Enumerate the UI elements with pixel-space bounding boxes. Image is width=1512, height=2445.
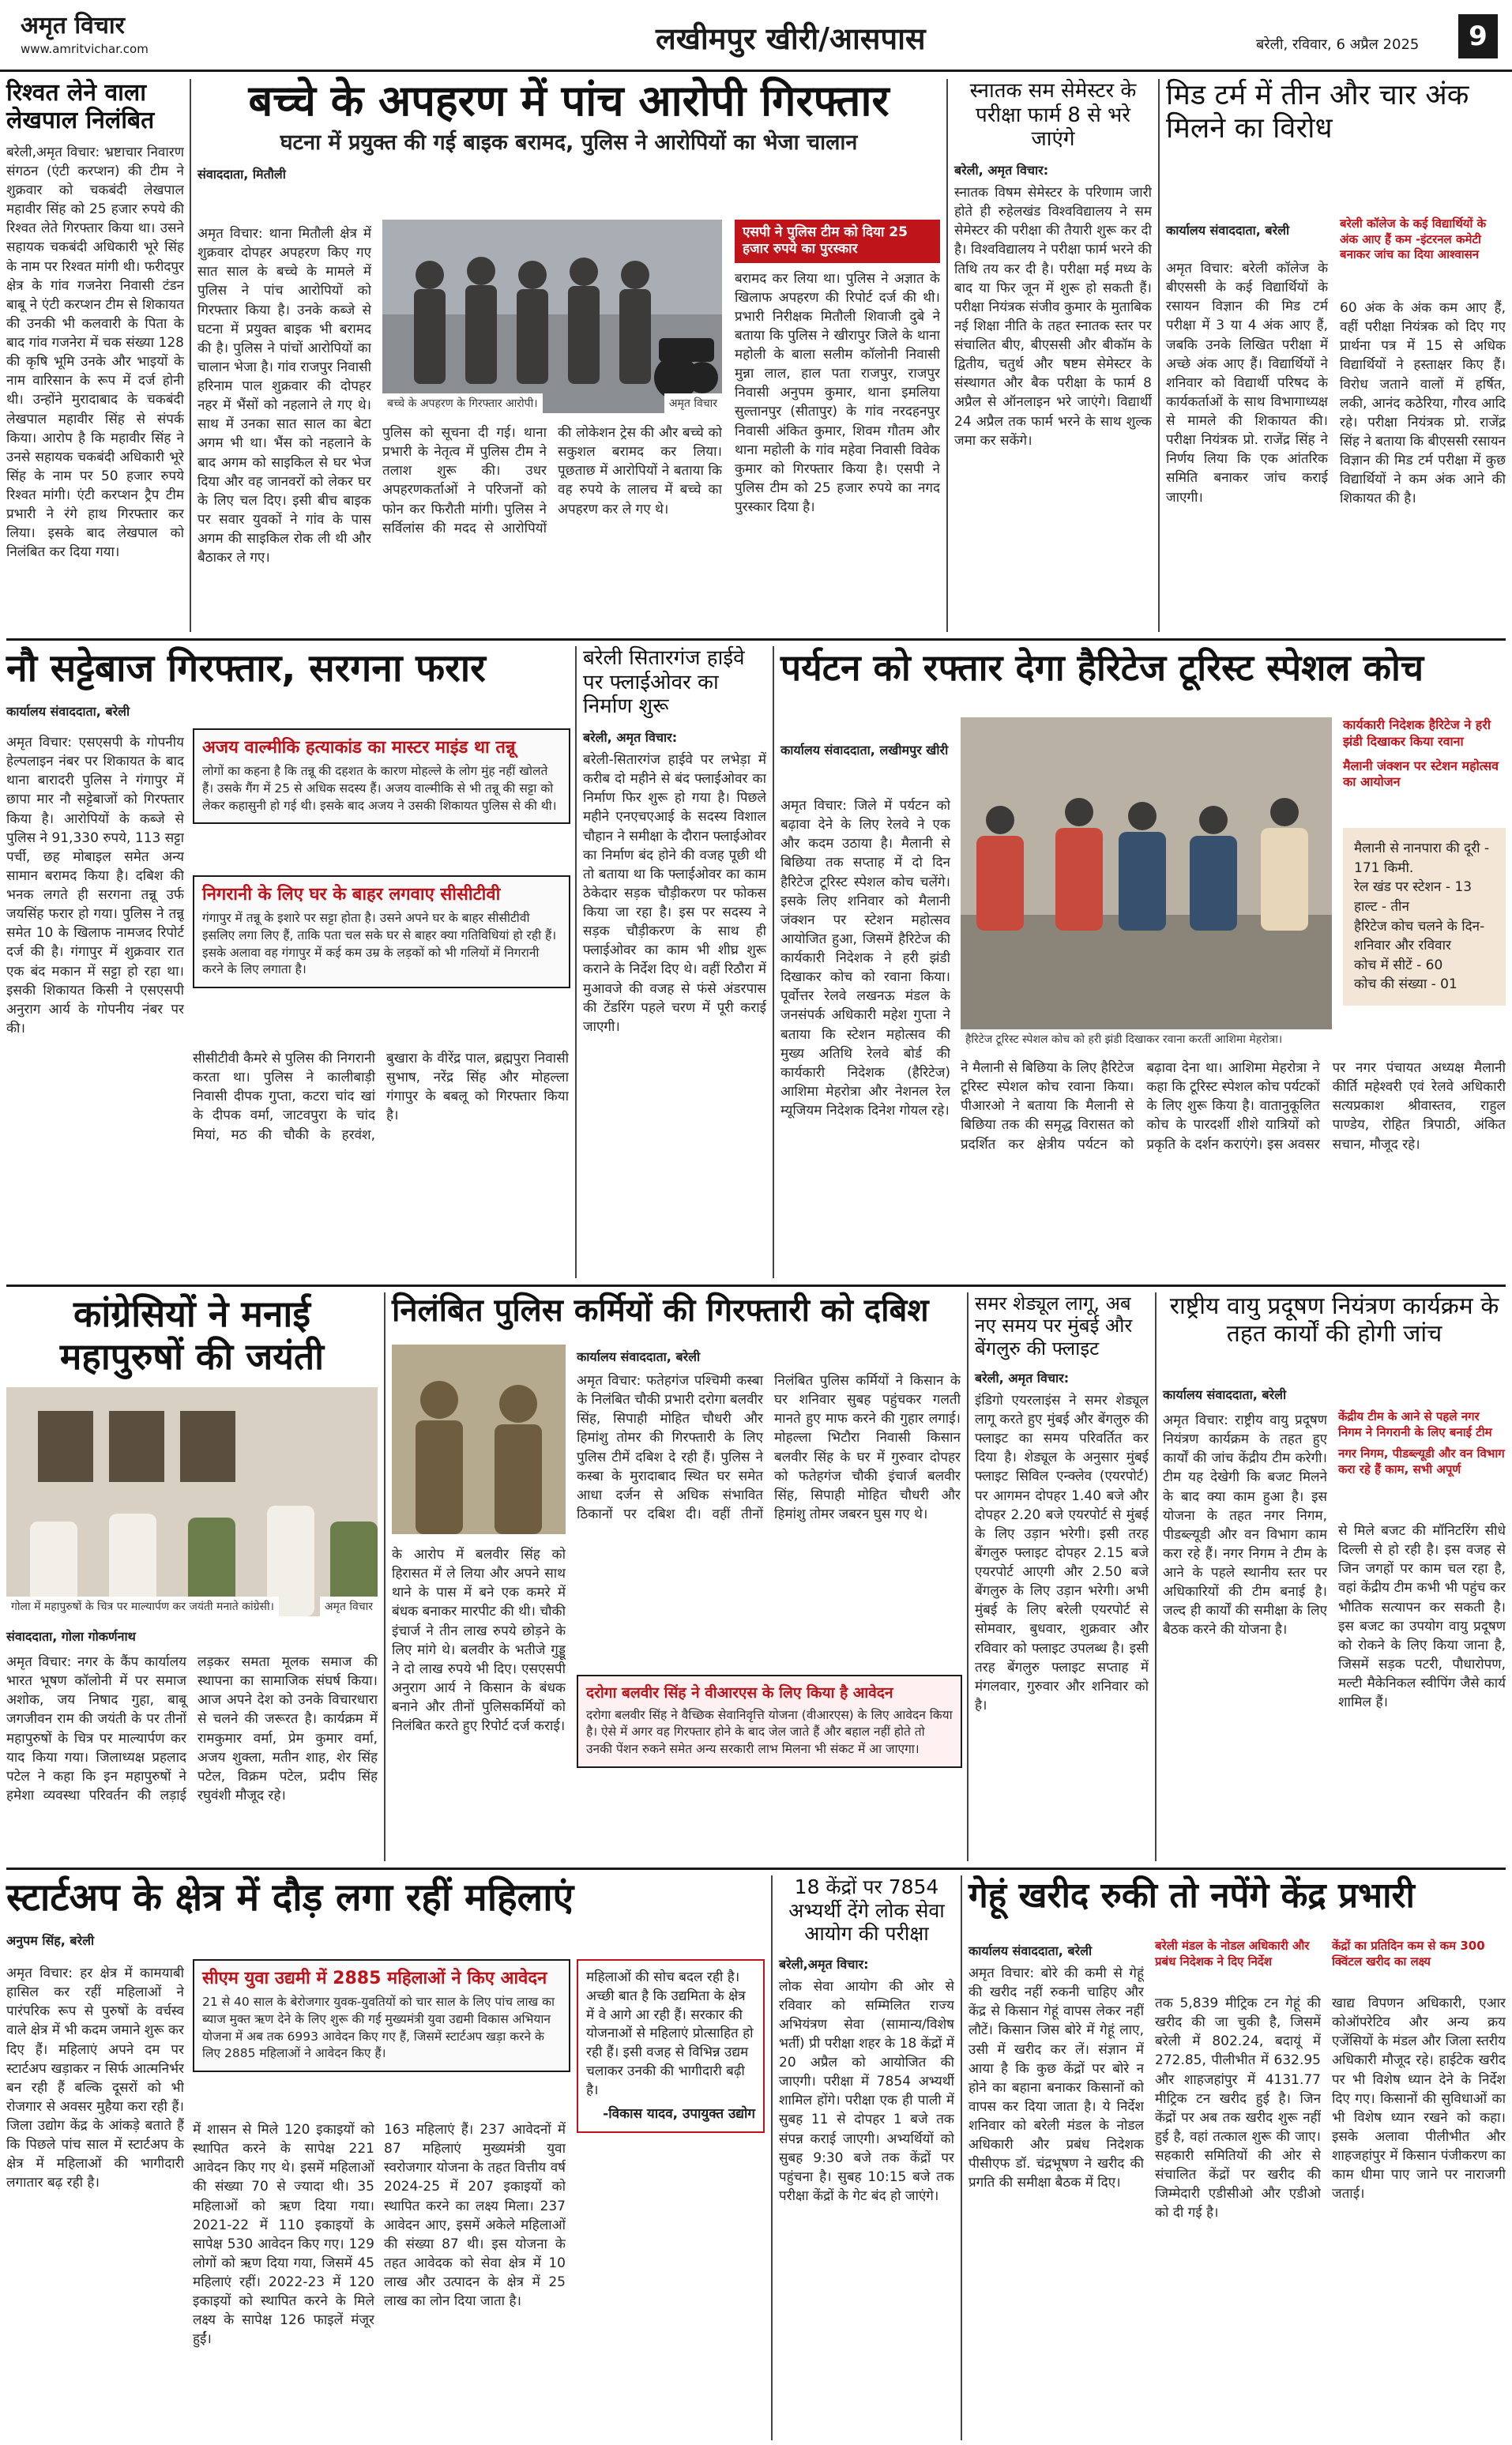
quote-author: -विकास यादव, उपायुक्त उद्योग bbox=[603, 2105, 755, 2122]
logo-name: अमृत विचार bbox=[21, 12, 125, 39]
box-body: 21 से 40 साल के बेरोजगार युवक-युवतियों को चार साल के लिए पांच लाख का ब्याज मुक्त ऋण देने के लिए शुरू की गई मुख्यमंत्री युवा उद्यमी विकास अभियान योजना में अब तक 6993 आवेदन किए गए हैं, जिसमें स्टार्टअप खड़ा करने के लिए 2885 महिलाओं ने आवेदन किए हैं। bbox=[202, 1995, 555, 2061]
article-body-continued: 163 महिलाएं हैं। 237 आवेदनों में 87 महिलाएं मुख्यमंत्री युवा स्वरोजगार योजना के तहत वित्तीय वर्ष 2024-25 में 207 इकाइयों को स्थापित करने का लक्ष्य मिला। 237 आवेदन आए, इसमें अकेले महिलाओं की संख्या 87 थी। इस योजना के तहत आवेदक को सेवा क्षेत्र में 10 लाख और उत्पादन के क्षेत्र में 25 लाख का लोन दिया जाता है। bbox=[384, 2122, 566, 2310]
article-bullet: बरेली कॉलेज के कई विद्यार्थियों के अंक आए हैं कम -इंटरनल कमेटी बनाकर जांच का दिया आश्वासन bbox=[1340, 216, 1487, 261]
column-divider bbox=[190, 79, 191, 632]
article-byline: संवाददाता, मितौली bbox=[197, 167, 286, 182]
article-body: अमृत विचार: हर क्षेत्र में कामयाबी हासिल कर रहीं महिलाओं ने पारंपरिक रूप से पुरुषों के वर्चस्व वाले क्षेत्र में भी कदम जमाने शुरू कर दिए हैं। महिलाएं अपने दम पर स्टार्टअप खड़ाकर न सिर्फ आत्मनिर्भर बन रही हैं बल्कि दूसरों को भी रोजगार से अवसर मुहैया करा रही हैं। जिला उद्योग केंद्र के आंकड़े बताते हैं कि पिछले पांच साल में स्टार्टअप के क्षेत्र में महिलाओं की भागीदारी लगातार बढ़ रही है। bbox=[6, 1965, 184, 2191]
article-headline: बरेली सितारगंज हाईवे पर फ्लाईओवर का निर्माण शुरू bbox=[583, 646, 745, 719]
fact-line: हाल्ट - तीन bbox=[1354, 898, 1409, 915]
article-byline: संवाददाता, गोला गोकर्णनाथ bbox=[6, 1629, 136, 1644]
article-summer-schedule bbox=[975, 1292, 1149, 1861]
article-headline: मिड टर्म में तीन और चार अंक मिलने का विरोध bbox=[1166, 79, 1469, 145]
accused-photo-graphic bbox=[382, 220, 722, 413]
article-headline: निलंबित पुलिस कर्मियों की गिरफ्तारी को दबिश bbox=[392, 1292, 929, 1329]
article-headline: रिश्वत लेने वाला लेखपाल निलंबित bbox=[6, 79, 155, 135]
box-title: निगरानी के लिए घर के बाहर लगवाए सीसीटीवी bbox=[202, 885, 501, 905]
article-headline: राष्ट्रीय वायु प्रदूषण नियंत्रण कार्यक्रम के तहत कार्यों की होगी जांच bbox=[1169, 1292, 1499, 1349]
ajay-valmiki-box bbox=[193, 728, 570, 824]
article-byline: बरेली, अमृत विचार: bbox=[583, 730, 678, 746]
photo-caption: बच्चे के अपहरण के गिरफ्तार आरोपी। bbox=[382, 393, 543, 413]
box-title: अजय वाल्मीकि हत्याकांड का मास्टर माइंड था तन्नू bbox=[202, 738, 516, 758]
box-body: दरोगा बलवीर सिंह ने वैच्छिक सेवानिवृत्ति योजना (वीआरएस) के लिए आवेदन किया है। ऐसे में अगर वह गिरफ्तार होने के बाद जेल जाते हैं और बहाल नहीं होते तो उनकी पेंशन रुकने समेत अन्य सरकारी लाभ मिलना भी संकट में आ जाएगा। bbox=[586, 1707, 953, 1757]
article-congress-jayanti bbox=[6, 1292, 378, 1861]
column-divider bbox=[384, 1292, 386, 1861]
article-byline: कार्यालय संवाददाता, लखीमपुर खीरी bbox=[780, 743, 949, 758]
fact-line: कोच में सीटें - 60 bbox=[1354, 957, 1443, 973]
reward-banner: एसपी ने पुलिस टीम को दिया 25 हजार रुपये का पुरस्कार bbox=[735, 220, 940, 263]
highlight-bullet: मैलानी जंक्शन पर स्टेशन महोत्सव का आयोजन bbox=[1343, 758, 1499, 790]
jayanti-photo bbox=[6, 1387, 378, 1616]
article-byline: कार्यालय संवाददाता, बरेली bbox=[1163, 1387, 1287, 1402]
article-body-continued: तक 5,839 मीट्रिक टन गेहूं की खरीद की जा चुकी है, जिसमें बरेली में 802.24, बदायूं में 272.85, पीलीभीत में 632.95 और शाहजहांपुर में 4131.77 मीट्रिक टन खरीद हुई है। जिन केंद्रों पर अब तक खरीद शुरू नहीं हुई है, वहां तत्काल शुरू की जाए। सहकारी समितियों की ओर से संचालित केंद्रों पर खरीद की जिम्मेदारी एडीसीओ और एडीओ को दी गई है। bbox=[1155, 1995, 1321, 2221]
photo-caption: हैरिटेज टूरिस्ट स्पेशल कोच को हरी झंडी दिखाकर रवाना करतीं आशिमा मेहरोत्रा। bbox=[961, 1029, 1332, 1049]
article-headline: समर शेड्यूल लागू, अब नए समय पर मुंबई और बेंगलुरु की फ्लाइट bbox=[975, 1292, 1133, 1360]
highlight-bullet: बरेली मंडल के नोडल अधिकारी और प्रबंध निदेशक ने दिए निर्देश bbox=[1155, 1939, 1310, 1969]
pollution-highlights bbox=[1338, 1409, 1506, 1477]
article-byline: कार्यालय संवाददाता, बरेली bbox=[6, 703, 130, 719]
article-headline: बच्चे के अपहरण में पांच आरोपी गिरफ्तार bbox=[248, 76, 890, 126]
column-divider bbox=[771, 1875, 773, 2440]
article-semester-forms bbox=[954, 79, 1152, 632]
column-divider bbox=[961, 1875, 962, 2440]
article-body: स्नातक विषम सेमेस्टर के परिणाम जारी होते ही रुहेलखंड विश्वविद्यालय ने सम सेमेस्टर की परीक्षा की तैयारी शुरू कर दी है। विश्वविद्यालय ने परीक्षा फार्म भरने की तिथि तय कर दी है। परीक्षा मई मध्य के बाद या फिर जून में शुरू हो सकती हैं। परीक्षा नियंत्रक संजीव कुमार के मुताबिक नई शिक्षा नीति के तहत स्नातक स्तर पर संचालित बीए, बीएससी और बीकॉम के द्वितीय, चतुर्थ और षष्टम सेमेस्टर के संस्थागत और बैक परीक्षा के फार्म 8 अप्रैल से ऑनलाइन भरे जाएंगे। विद्यार्थी 24 अप्रैल तक फार्म भरने के साथ शुल्क जमा कर सकेंगे। bbox=[954, 185, 1152, 449]
article-body: अमृत विचार: थाना मितौली क्षेत्र में शुक्रवार दोपहर अपहरण किए गए सात साल के बच्चे के मामले में पुलिस ने पांच आरोपियों को गिरफ्तार किया है। उनके कब्जे से घटना में प्रयुक्त बाइक भी बरामद की है। पुलिस ने पांचों आरोपियों का चालान भेजा है। गांव राजपुर निवासी हरिनाम पाल शुक्रवार की दोपहर नहर में भैंसों को नहलाने ले गए थे। साथ में उनका सात साल का बेटा अगम भी था। भैंस को नहलाने के बाद अगम को साइकिल से घर भेज दिया और वह जानवरों को लेकर घर के लिए चल दिए। इसी बीच बाइक पर सवार युवकों ने गांव के पास अगम की साइकिल रोक ली थी और बैठाकर ले गए। bbox=[197, 226, 371, 566]
article-subhead: घटना में प्रयुक्त की गई बाइक बरामद, पुलिस ने आरोपियों का भेजा चालान bbox=[280, 130, 858, 155]
dateline: बरेली, रविवार, 6 अप्रैल 2025 bbox=[1256, 36, 1420, 53]
article-headline: 18 केंद्रों पर 7854 अभ्यर्थी देंगे लोक सेवा आयोग की परीक्षा bbox=[788, 1875, 945, 1945]
article-body-continued: 60 अंक के अंक कम आए हैं, वहीं परीक्षा नियंत्रक को दिए गए प्रार्थना पत्र में 15 से अधिक विद्यार्थियों ने हस्ताक्षर किए हैं। विरोध जताने वालों में हर्षित, लकी, आनंद कठेरिया, गौरव आदि रहे। परीक्षा नियंत्रक प्रो. राजेंद्र सिंह ने बताया कि बीएससी रसायन विज्ञान की मिड टर्म परीक्षा में कुछ विद्यार्थियों ने कम अंक आने की शिकायत की है। bbox=[1340, 300, 1506, 507]
website-url[interactable]: www.amritvichar.com bbox=[21, 42, 149, 56]
article-byline: कार्यालय संवाददाता, बरेली bbox=[969, 1943, 1093, 1958]
article-byline: अनुपम सिंह, बरेली bbox=[6, 1932, 95, 1948]
article-headline: कांग्रेसियों ने मनाई महापुरुषों की जयंती bbox=[59, 1292, 325, 1379]
article-headline: गेहूं खरीद रुकी तो नपेंगे केंद्र प्रभारी bbox=[969, 1875, 1415, 1916]
article-betting-arrest bbox=[6, 646, 569, 1278]
article-body: लोक सेवा आयोग की ओर से रविवार को सम्मिलित राज्य अभियंत्रण सेवा (सामान्य/विशेष भर्ती) प्री परीक्षा शहर के 18 केंद्रों में 20 अप्रैल को आयोजित की जाएगी। परीक्षा में 7854 अभ्यर्थी शामिल होंगे। परीक्षा एक ही पाली में सुबह 11 से दोपहर 1 बजे तक संपन्न कराई जाएगी। अभ्यर्थियों को सुबह 9:30 बजे तक केंद्रों पर पहुंचना है। सुबह 10:15 बजे तक परीक्षा केंद्रों के गेट बंद हो जाएंगे। bbox=[779, 1978, 954, 2204]
box-title: सीएम युवा उद्यमी में 2885 महिलाओं ने किए आवेदन bbox=[202, 1969, 547, 1988]
fact-line: हैरिटेज कोच चलने के दिन- शनिवार और रविवार bbox=[1354, 918, 1485, 954]
column-divider bbox=[967, 1292, 969, 1861]
cctv-box bbox=[193, 875, 570, 988]
article-body-continued: ने मैलानी से बिछिया के लिए हैरिटेज टूरिस्ट स्पेशल कोच रवाना किया। पीआरओ ने बताया कि मैलानी से बिछिया तक की समृद्ध विरासत को प्रदर्शित कर क्षेत्रीय पर्यटन को बढ़ावा देना था। आशिमा मेहरोत्रा ने कहा कि टूरिस्ट स्पेशल कोच पर्यटकों के लिए शुरू किया है। वातानुकूलित कोच के पारदर्शी शीशे यात्रियों को प्रकृति के दर्शन कराएंगे। इस अवसर पर नगर पंचायत अध्यक्ष मैलानी कीर्ति महेश्वरी एवं रेलवे अधिकारी सत्यप्रकाश श्रीवास्तव, राहुल पाण्डेय, रोहित त्रिपाठी, अंकित सचान, मौजूद रहे। bbox=[961, 1060, 1506, 1153]
article-startup-women bbox=[6, 1875, 765, 2440]
article-body-continued: खाद्य विपणन अधिकारी, एआर कोऑपरेटिव और अन्य क्रय एजेंसियों के मंडल और जिला स्तरीय अधिकारी मौजूद रहे। हाईटेक खरीद पर भी विशेष ध्यान देने के निर्देश दिए गए। किसानों की सुविधाओं का भी विशेष ध्यान रखने को कहा। इसके अलावा पीलीभीत और शाहजहांपुर में किसान पंजीकरण का काम धीमा पाए जाने पर नाराजगी जताई। bbox=[1332, 1995, 1506, 2202]
column-divider bbox=[773, 646, 774, 1278]
expert-quote bbox=[577, 1959, 765, 2133]
article-body-continued: से मिले बजट की मॉनिटरिंग सीधे दिल्ली से हो रही है। इस वजह से जिन जगहों पर काम चल रहा है, वहां केंद्रीय टीम कभी भी पहुंच कर भौतिक सत्यापन कर सकती है। इस बजट का उपयोग वायु प्रदूषण को रोकने के लिए किया जाना है, जिसमें सड़क पटरी, पौधारोपण, मल्टी मैकेनिकल स्वीपिंग जैसे कार्य शामिल हैं। bbox=[1338, 1523, 1506, 1711]
column-divider bbox=[946, 79, 948, 632]
article-body: बरामद कर लिया था। पुलिस ने अज्ञात के खिलाफ अपहरण की रिपोर्ट दर्ज की थी। प्रभारी निरीक्षक मितौली शिवाजी दुबे ने बताया कि पुलिस ने खीरापुर जिले के थाना महोली के बाला सलीम कॉलोनी निवासी मुन्ना लाल, हाल पता राजपुर, राजपुर निवासी अनुपम कुमार, थाना इमलिया सुल्तानपुर (सीतापुर) के गांव नरदहनपुर निवासी अंकित कुमार, शिवम गौतम और थाना महोली के गांव महेवा निवासी विवेक कुमार को गिरफ्तार किया है। एसपी ने पुलिस टीम को 25 हजार रुपये का नगद पुरस्कार दिया है। bbox=[735, 270, 940, 515]
highlight-bullet: केंद्रीय टीम के आने से पहले नगर निगम ने निगरानी के लिए बनाई टीम bbox=[1338, 1409, 1492, 1439]
article-psc-exam bbox=[779, 1875, 954, 2440]
cm-yuva-box bbox=[193, 1959, 570, 2072]
article-midterm-protest bbox=[1166, 79, 1506, 632]
row-divider bbox=[6, 1285, 1506, 1287]
article-body: अमृत विचार: फतेहगंज पश्चिमी कस्बा के निलंबित चौकी प्रभारी दरोगा बलवीर सिंह, सिपाही मोहित चौधरी और हिमांशु तोमर की गिरफ्तारी के लिए पुलिस टीमें दबिश दे रही हैं। पुलिस ने कस्बा के मुरादाबाद स्थित घर समेत आधा दर्जन से अधिक संभावित ठिकानों पर दबिश दी। वहीं तीनों निलंबित पुलिस कर्मियों ने किसान के घर शनिवार सुबह पहुंचकर गलती मानते हुए माफ करने की गुहार लगाई। मोहल्ला भिटौरा निवासी किसान बलवीर सिंह के घर में गुरुवार दोपहर को फतेहगंज चौकी इंचार्ज बलवीर सिंह, सिपाही मोहित चौधरी और हिमांशु तोमर जबरन घुस गए थे। bbox=[577, 1373, 961, 1522]
article-body: इंडिगो एयरलाइंस ने समर शेड्यूल लागू करते हुए मुंबई और बेंगलुरु की फ्लाइट का समय परिवर्तित कर दिया है। शेड्यूल के अनुसार मुंबई फ्लाइट सिविल एन्क्लेव (एयरपोर्ट) पर आगमन दोपहर 1.40 बजे और दोपहर 2.20 बजे एयरपोर्ट से मुंबई के लिए उड़ान भरेगी। इसी तरह बेंगलुरु फ्लाइट दोपहर 2.15 बजे एयरपोर्ट आएगी और 2.50 बजे बेंगलुरु के लिए उड़ान भरेगी। अभी मुंबई के लिए बरेली एयरपोर्ट से सोमवार, बुधवार, शुक्रवार और रविवार को फ्लाइट उपलब्ध है। इसी तरह बेंगलुरु फ्लाइट सप्ताह में मंगलवार, गुरुवार और शनिवार को है। bbox=[975, 1392, 1149, 1713]
article-body: अमृत विचार: राष्ट्रीय वायु प्रदूषण नियंत्रण कार्यक्रम के तहत हुए कार्यों की जांच केंद्रीय टीम करेगी। टीम यह देखेगी कि बजट मिलने के बाद क्या काम हुआ है। इस योजना के तहत नगर निगम, पीडब्ल्यूडी और वन विभाग काम करा रहे हैं। नगर निगम ने टीम के आने के पहले स्थानीय स्तर पर अधिकारियों की टीम बनाई है। जल्द ही कार्यों की समीक्षा के लिए बैठक करने की योजना है। bbox=[1163, 1412, 1327, 1638]
article-byline: कार्यालय संवाददाता, बरेली bbox=[577, 1349, 701, 1364]
article-wheat-purchase bbox=[969, 1875, 1506, 2440]
article-air-pollution bbox=[1163, 1292, 1506, 1861]
article-byline: बरेली,अमृत विचार: bbox=[779, 1956, 869, 1972]
article-body-continued: पुलिस को सूचना दी गई। थाना प्रभारी के नेतृत्व में पुलिस टीम ने तलाश शुरू की। उधर अपहरणकर्ताओं ने परिजनों को फोन कर फिरौती मांगी। पुलिस ने सर्विलांस की मदद से आरोपियों की लोकेशन ट्रेस की और बच्चे को सकुशल बरामद कर लिया। पूछताछ में आरोपियों ने बताया कि वह रुपये के लालच में बच्चे का अपहरण कर ले गए थे। bbox=[382, 425, 722, 536]
quote-text: महिलाओं की सोच बदल रही है। अच्छी बात है कि उद्यमिता के क्षेत्र में वे आगे आ रही हैं। सरकार की योजनाओं से महिलाएं प्रोत्साहित हो रही हैं। इसी वजह से विभिन्न उद्यम चलाकर उनकी की भागीदारी बढ़ी है। bbox=[586, 1969, 754, 2098]
article-headline: पर्यटन को रफ्तार देगा हैरिटेज टूरिस्ट स्पेशल कोच bbox=[780, 646, 1424, 689]
article-byline: कार्यालय संवाददाता, बरेली bbox=[1166, 223, 1290, 238]
article-body: अमृत विचार: बोरे की कमी से गेहूं की खरीद नहीं रुकनी चाहिए और केंद्र से किसान गेहूं वापस लेकर नहीं लौटें। किसान जिस बोरे में गेहूं लाए, उसी में खरीद कर लें। संज्ञान में आया है कि कुछ केंद्रों पर बोरे न होने का बहाना बनाकर किसानों को वापस कर दिया जाता है। ये निर्देश शनिवार को बरेली मंडल के नोडल अधिकारी और प्रबंध निदेशक पीसीएफ डॉ. चंद्रभूषण ने खरीद की प्रगति की समीक्षा बैठक में दिए। bbox=[969, 1965, 1144, 2191]
highlight-bullet: कार्यकारी निदेशक हैरिटेज ने हरी झंडी दिखाकर किया रवाना bbox=[1343, 717, 1491, 749]
box-body: गंगापुर में तन्नू के इशारे पर सट्टा होता है। उसने अपने घर के बाहर सीसीटीवी इसलिए लगा लिए हैं, ताकि पता चल सके घर से बाहर क्या गतिविधियां हो रही हैं। इसके अलावा वह गंगापुर में कई कम उम्र के लड़कों को भी गलियों में निगरानी करने के लिए लगाता है। bbox=[202, 911, 557, 977]
article-bribe bbox=[6, 79, 184, 632]
heritage-coach-photo-graphic bbox=[961, 717, 1332, 1049]
heritage-highlights bbox=[1343, 717, 1506, 791]
photo-caption: गोला में महापुरुषों के चित्र पर माल्यार्पण कर जयंती मनाते कांग्रेसी। bbox=[6, 1597, 279, 1616]
fact-line: मैलानी से नानपारा की दूरी - 171 किमी. bbox=[1354, 841, 1490, 876]
row-divider bbox=[6, 1868, 1506, 1870]
highlight-bullet: नगर निगम, पीडब्ल्यूडी और वन विभाग करा रहे हैं काम, सभी अपूर्ण bbox=[1338, 1446, 1505, 1476]
masthead bbox=[0, 0, 1512, 72]
column-divider bbox=[575, 646, 577, 1278]
accused-photo bbox=[382, 220, 722, 413]
article-kidnapping bbox=[197, 76, 940, 632]
article-heritage-coach bbox=[780, 646, 1506, 1278]
heritage-coach-photo bbox=[961, 717, 1332, 1049]
article-headline: स्टार्टअप के क्षेत्र में दौड़ लगा रहीं महिलाएं bbox=[6, 1875, 574, 1920]
fact-line: रेल खंड पर स्टेशन - 13 bbox=[1354, 879, 1473, 896]
photo-credit: अमृत विचार bbox=[664, 393, 722, 413]
article-byline: बरेली, अमृत विचार: bbox=[954, 163, 1049, 179]
article-body: अमृत विचार: एसएसपी के गोपनीय हेल्पलाइन नंबर पर शिकायत के बाद थाना बारादरी पुलिस ने गंगापुर में छापा मार नौ सट्टेबाजों को गिरफ्तार किया है। आरोपियों के कब्जे से पुलिस ने 91,330 रुपये, 113 सट्टा पर्ची, छह मोबाइल समेत अन्य सामान बरामद किया है। दबिश की भनक लगते ही सरगना तन्नू उर्फ जयसिंह फरार हो गया। पुलिस ने तन्नू समेत 10 के खिलाफ नामजद रिपोर्ट दर्ज की है। गंगापुर में शुक्रवार रात एक बंद मकान में सट्टा हो रहा था। इसकी शिकायत किसी ने एसएसपी अनुराग आर्य के गोपनीय नंबर पर की। bbox=[6, 735, 184, 1036]
section-title: लखीमपुर खीरी/आसपास bbox=[656, 21, 926, 56]
fact-line: कोच की संख्या - 01 bbox=[1354, 976, 1457, 993]
highlight-bullet: केंद्रों का प्रतिदिन कम से कम 300 क्विंटल खरीद का लक्ष्य bbox=[1332, 1939, 1485, 1969]
article-body: अमृत विचार: नगर के कैंप कार्यालय भारत भूषण कॉलोनी में पर समाज अशोक, जय निषाद गुहा, बाबू जगजीवन राम की जयंती के पर तीनों महापुरुषों के चित्र पर माल्यार्पण कर याद किया गया। जिलाध्यक्ष प्रहलाद पटेल ने कहा कि इन महापुरुषों ने हमेशा व्यवस्था परिवर्तन की लड़ाई लड़कर समता मूलक समाज की स्थापना का सामाजिक संघर्ष किया। आज अपने देश को उनके विचारधारा से चलने की जरूरत है। कार्यक्रम में रामकुमार वर्मा, प्रेम कुमार वर्मा, अजय शुक्ला, मतीन शाह, शेर सिंह पटेल, विक्रम पटेल, प्रदीप सिंह रघुवंशी मौजूद रहे। bbox=[6, 1654, 378, 1804]
article-flyover bbox=[583, 646, 766, 1278]
heritage-facts-box bbox=[1343, 828, 1506, 1006]
article-body-continued: के आरोप में बलवीर सिंह को हिरासत में ले लिया और अपने साथ थाने के पास में बने एक कमरे में बंधक बनाकर मारपीट की थी। चौकी इंचार्ज ने तीन लाख रुपये छोड़ने के लिए मांगे थे। बलवीर के भतीजे गुड्डू ने दो लाख रुपये भी दिए। एसएसपी अनुराग आर्य ने किसान के बंधक बनाने और तीनों पुलिसकर्मियों को निलंबित करते हुए रिपोर्ट दर्ज कराई। bbox=[392, 1547, 566, 1735]
vrs-box bbox=[577, 1675, 962, 1768]
article-reward bbox=[735, 220, 940, 630]
article-body-continued: सीसीटीवी कैमरे से पुलिस की निगरानी करता था। पुलिस ने कालीबाड़ी निवासी दीपक गुप्ता, कटरा चांद खां के दीपक वर्मा, जाटवपुरा के चांद मियां, मठ की चौकी के हरवंश, बुखारा के वीरेंद्र पाल, ब्रह्मपुरा निवासी सुभाष, नरेंद्र सिंह और मोहल्ला गंगापुर के बबलू को गिरफ्तार किया है। bbox=[193, 1051, 569, 1143]
photo-credit: अमृत विचार bbox=[320, 1597, 378, 1616]
article-headline: नौ सट्टेबाज गिरफ्तार, सरगना फरार bbox=[6, 646, 486, 690]
box-title: दरोगा बलवीर सिंह ने वीआरएस के लिए किया है आवेदन bbox=[586, 1684, 893, 1702]
article-body: बरेली-सितारगंज हाईवे पर लभेड़ा में करीब दो महीने से बंद फ्लाईओवर का निर्माण फिर शुरू हो गया है। पिछले महीने एनएचएआई के सदस्य विशाल चौहान ने समीक्षा के दौरान फ्लाईओवर का निर्माण बंद होने की वजह पूछी थी तो बताया था कि फ्लाईओवर का काम ठेकेदार सड़क चौड़ीकरण पर फोकस किया जा रहा है। इस पर सदस्य ने सड़क चौड़ीकरण के साथ ही फ्लाईओवर का काम भी शीघ्र शुरू कराने के निर्देश दिए थे। वहीं रिठौरा में मुआवजे की वजह से फंसे अंडरपास की टेंडरिंग पहले चरण में पूरी कराई जाएगी। bbox=[583, 752, 766, 1035]
box-body: लोगों का कहना है कि तन्नू की दहशत के कारण मोहल्ले के लोग मुंह नहीं खोलते हैं। उसके गैंग में 25 से अधिक सदस्य हैं। अजय वाल्मीकि से भी तन्नू की सट्टा को लेकर कहासुनी हो गई थी। इसके बाद अजय ने उसकी शिकायत पुलिस से की थी। bbox=[202, 764, 557, 813]
police-photo bbox=[392, 1345, 566, 1534]
body-column bbox=[392, 1545, 566, 1853]
jayanti-photo-graphic bbox=[6, 1387, 378, 1616]
article-body: अमृत विचार: बरेली कॉलेज के बीएससी के कई विद्यार्थियों के रसायन विज्ञान की मिड टर्म परीक्षा में 3 या 4 अंक आए हैं, जबकि उनके लिखित परीक्षा में अच्छे अंक आए हैं। विद्यार्थियों ने शनिवार को विद्यार्थी परिषद के कार्यकर्ताओं के साथ विभागाध्यक्ष से मामले की शिकायत की। परीक्षा नियंत्रक प्रो. राजेंद्र सिंह ने निर्णय लिया कि एक आंतरिक समिति बनाकर जांच कराई जाएगी। bbox=[1166, 261, 1328, 506]
article-body-continued: में शासन से मिले 120 इकाइयों को स्थापित करने के सापेक्ष 221 आवेदन किए गए थे। इसमें महिलाओं की संख्या 70 से ज्यादा थी। 35 महिलाओं को ऋण दिया गया। 2021-22 में 110 इकाइयों के सापेक्ष 530 आवेदन किए गए। 129 लोगों को ऋण दिया गया, जिसमें 45 महिलाएं रहीं। 2022-23 में 120 इकाइयों को स्थापित करने के मिले लक्ष्य के सापेक्ष 126 फाइलें मंजूर हुईं। bbox=[193, 2122, 374, 2348]
article-suspended-police bbox=[392, 1292, 961, 1861]
article-byline: बरेली, अमृत विचार: bbox=[975, 1370, 1070, 1386]
newspaper-logo bbox=[21, 8, 202, 58]
article-headline: स्नातक सम सेमेस्टर के परीक्षा फार्म 8 से भरे जाएंगे bbox=[969, 79, 1137, 152]
page-number: 9 bbox=[1458, 14, 1498, 58]
column-divider bbox=[1158, 79, 1160, 632]
row-divider bbox=[6, 638, 1506, 641]
police-photo-graphic bbox=[392, 1345, 566, 1534]
article-body: अमृत विचार: जिले में पर्यटन को बढ़ावा देने के लिए रेलवे ने एक और कदम उठाया है। मैलानी से बिछिया तक सप्ताह में दो दिन हैरिटेज टूरिस्ट स्पेशल कोच चलेंगे। इसके लिए शनिवार को मैलानी जंक्शन पर स्टेशन महोत्सव आयोजित हुआ, जिसमें हैरिटेज की कार्यकारी निदेशक ने हरी झंडी दिखाकर कोच को रवाना किया। पूर्वोत्तर रेलवे लखनऊ मंडल के जनसंपर्क अधिकारी महेश गुप्ता ने बताया कि स्टेशन महोत्सव की मुख्य अतिथि रेलवे बोर्ड की कार्यकारी निदेशक (हैरिटेज) आशिमा मेहरोत्रा और नेशनल रेल म्यूजियम निदेशक दिनेश गोयल रहे। bbox=[780, 798, 950, 1119]
column-divider bbox=[1155, 1292, 1157, 1861]
article-body: बरेली,अमृत विचार: भ्रष्टाचार निवारण संगठन (एंटी करप्शन) की टीम ने शुक्रवार को चकबंदी लेखपाल महावीर सिंह को 25 हजार रुपये की रिश्वत लेते गिरफ्तार किया था। उसने सहायक चकबंदी अधिकारी भूरे सिंह के नाम पर रिश्वत मांगी थी। फरीदपुर क्षेत्र के गांव गजनेरा निवासी टंडन बाबू ने एंटी करप्शन टीम से शिकायत की उनकी भी कलवारी के पिता के बाद गांव गजनेरा में चक संख्या 128 की कृषि भूमि उनके और भाइयों के नाम वारिसान के रूप में दर्ज होनी थी। उन्होंने मुरादाबाद के चकबंदी लेखपाल महावीर सिंह से संपर्क किया। आरोप है कि महावीर सिंह ने उनसे सहायक चकबंदी अधिकारी भूरे सिंह के नाम पर 50 हजार रुपये रिश्वत मांगी। एंटी करप्शन ट्रैप टीम प्रभारी ने रंगे हाथ गिरफ्तार कर लिया। इसके बाद लेखपाल को निलंबित कर दिया गया। bbox=[6, 144, 184, 561]
